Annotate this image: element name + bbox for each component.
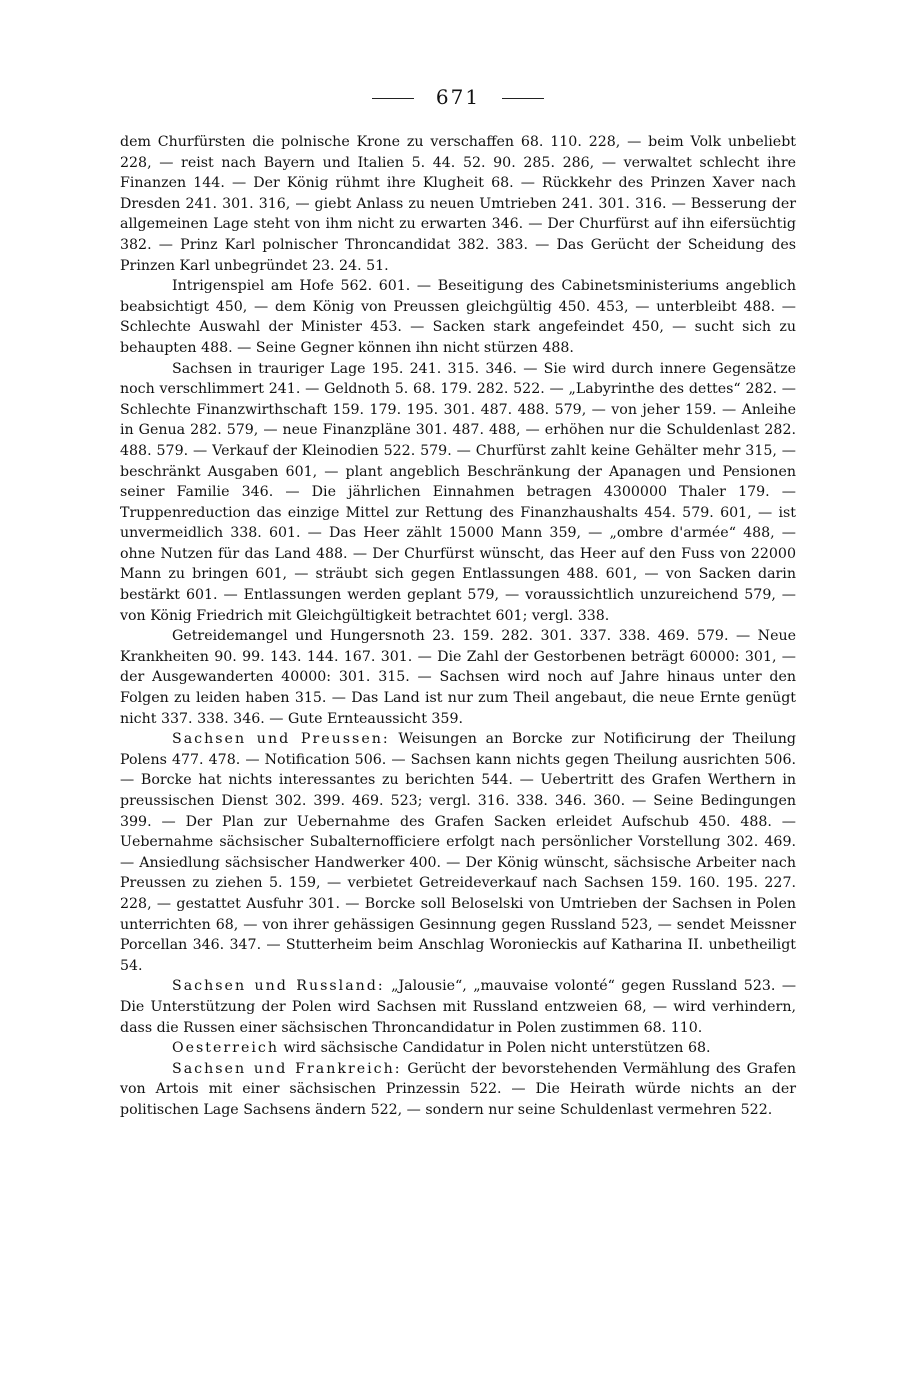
paragraph-lead: Sachsen und Preussen: (172, 731, 390, 748)
index-paragraph (120, 276, 796, 358)
paragraph-text: „Jalousie“, „mauvaise volonté“ gegen Russland 523. — Die Unterstützung der Polen wird Sachsen mit Russland entzweien 68, — wird verhindern, dass die Russen einer sächsischen Throncandidatur in Polen zustimmen 68. 110. (120, 978, 797, 1036)
paragraph-lead: Sachsen und Frankreich: (172, 1060, 402, 1077)
index-text (120, 132, 796, 1121)
index-paragraph (120, 1038, 796, 1059)
paragraph-lead: Sachsen und Russland: (172, 978, 385, 995)
paragraph-text: dem Churfürsten die polnische Krone zu verschaffen 68. 110. 228, — beim Volk unbeliebt 228, — reist nach Bayern und Italien 5. 44. 52. 90. 285. 286, — verwaltet schlecht ihre Finanzen 144. — Der König rühmt ihre Klugheit 68. — Rückkehr des Prinzen Xaver nach Dresden 241. 301. 316, — giebt Anlass zu neuen Umtrieben 241. 301. 316. — Besserung der allgemeinen Lage steht von ihm nicht zu erwarten 346. — Der Churfürst auf ihn eifersüchtig 382. — Prinz Karl polnischer Throncandidat 382. 383. — Das Gerücht der Scheidung des Prinzen Karl unbegründet 23. 24. 51. (120, 134, 796, 274)
paragraph-text: wird sächsische Candidatur in Polen nicht unterstützen 68. (279, 1040, 711, 1057)
paragraph-text: Getreidemangel und Hungersnoth 23. 159. 282. 301. 337. 338. 469. 579. — Neue Krankheiten 90. 99. 143. 144. 167. 301. — Die Zahl der Gestorbenen beträgt 60000: 301, — der Ausgewanderten 40000: 301. 315. — Sachsen wird noch auf Jahre hinaus unter den Folgen zu leiden haben 315. — Das Land ist nur zum Theil angebaut, die neue Ernte genügt nicht 337. 338. 346. — Gute Ernteaussicht 359. (120, 628, 796, 727)
index-paragraph (120, 729, 796, 976)
paragraph-text: Sachsen in trauriger Lage 195. 241. 315. 346. — Sie wird durch innere Gegensätze noch verschlimmert 241. — Geldnoth 5. 68. 179. 282. 522. — „Labyrinthe des dettes“ 282. — Schlechte Finanzwirthschaft 159. 179. 195. 301. 487. 488. 579, — von jeher 159. — Anleihe in Genua 282. 579, — neue Finanzpläne 301. 487. 488, — erhöhen nur die Schuldenlast 282. 488. 579. — Verkauf der Kleinodien 522. 579. — Churfürst zahlt keine Gehälter mehr 315, — beschränkt Ausgaben 601, — plant angeblich Beschränkung der Apanagen und Pensionen seiner Familie 346. — Die jährlichen Einnahmen betragen 4300000 Thaler 179. — Truppenreduction das einzige Mittel zur Rettung des Finanzhaushalts 454. 579. 601, — ist unvermeidlich 338. 601. — Das Heer zählt 15000 Mann 359, — „ombre d'armée“ 488, — ohne Nutzen für das Land 488. — Der Churfürst wünscht, das Heer auf den Fuss von 22000 Mann zu bringen 601, — sträubt sich gegen Entlassungen 488. 601, — von Sacken darin bestärkt 601. — Entlassungen werden geplant 579, — voraussichtlich unzureichend 579, — von König Friedrich mit Gleichgültigkeit betrachtet 601; vergl. 338. (120, 360, 796, 624)
paragraph-text: Intrigenspiel am Hofe 562. 601. — Beseitigung des Cabinetsministeriums angeblich beabsichtigt 450, — dem König von Preussen gleichgültig 450. 453, — unterbleibt 488. — Schlechte Auswahl der Minister 453. — Sacken stark angefeindet 450, — sucht sich zu behaupten 488. — Seine Gegner können ihn nicht stürzen 488. (120, 278, 796, 356)
header-rule-right (502, 98, 544, 99)
page-header (120, 86, 796, 108)
index-paragraph (120, 1059, 796, 1121)
header-rule-left (372, 98, 414, 99)
paragraph-text: Gerücht der bevorstehenden Vermählung des Grafen von Artois mit einer sächsischen Prinzessin 522. — Die Heirath würde nichts an der politischen Lage Sachsens ändern 522, — sondern nur seine Schuldenlast vermehren 522. (120, 1060, 796, 1118)
index-paragraph (120, 976, 796, 1038)
paragraph-text: Weisungen an Borcke zur Notificirung der Theilung Polens 477. 478. — Notification 506. — Sachsen kann nichts gegen Theilung ausrichten 506. — Borcke hat nichts interessantes zu berichten 544. — Uebertritt des Grafen Werthern in preussischen Dienst 302. 399. 469. 523; vergl. 316. 338. 346. 360. — Seine Bedingungen 399. — Der Plan zur Uebernahme des Grafen Sacken erleidet Aufschub 450. 488. — Uebernahme sächsischer Subalternofficiere erfolgt nach persönlicher Vorstellung 302. 469. — Ansiedlung sächsischer Handwerker 400. — Der König wünscht, sächsische Arbeiter nach Preussen zu ziehen 5. 159, — verbietet Getreideverkauf nach Sachsen 159. 160. 195. 227. 228, — gestattet Ausfuhr 301. — Borcke soll Beloselski von Umtrieben der Sachsen in Polen unterrichten 68, — von ihrer gehässigen Gesinnung gegen Russland 523, — sendet Meissner Porcellan 346. 347. — Stutterheim beim Anschlag Woronieckis auf Katharina II. unbetheiligt 54. (120, 731, 796, 974)
paragraph-lead: Oesterreich (172, 1040, 279, 1057)
page-number: 671 (435, 85, 481, 109)
index-paragraph (120, 626, 796, 729)
book-page (120, 80, 796, 1121)
index-paragraph (120, 132, 796, 276)
index-paragraph (120, 359, 796, 627)
